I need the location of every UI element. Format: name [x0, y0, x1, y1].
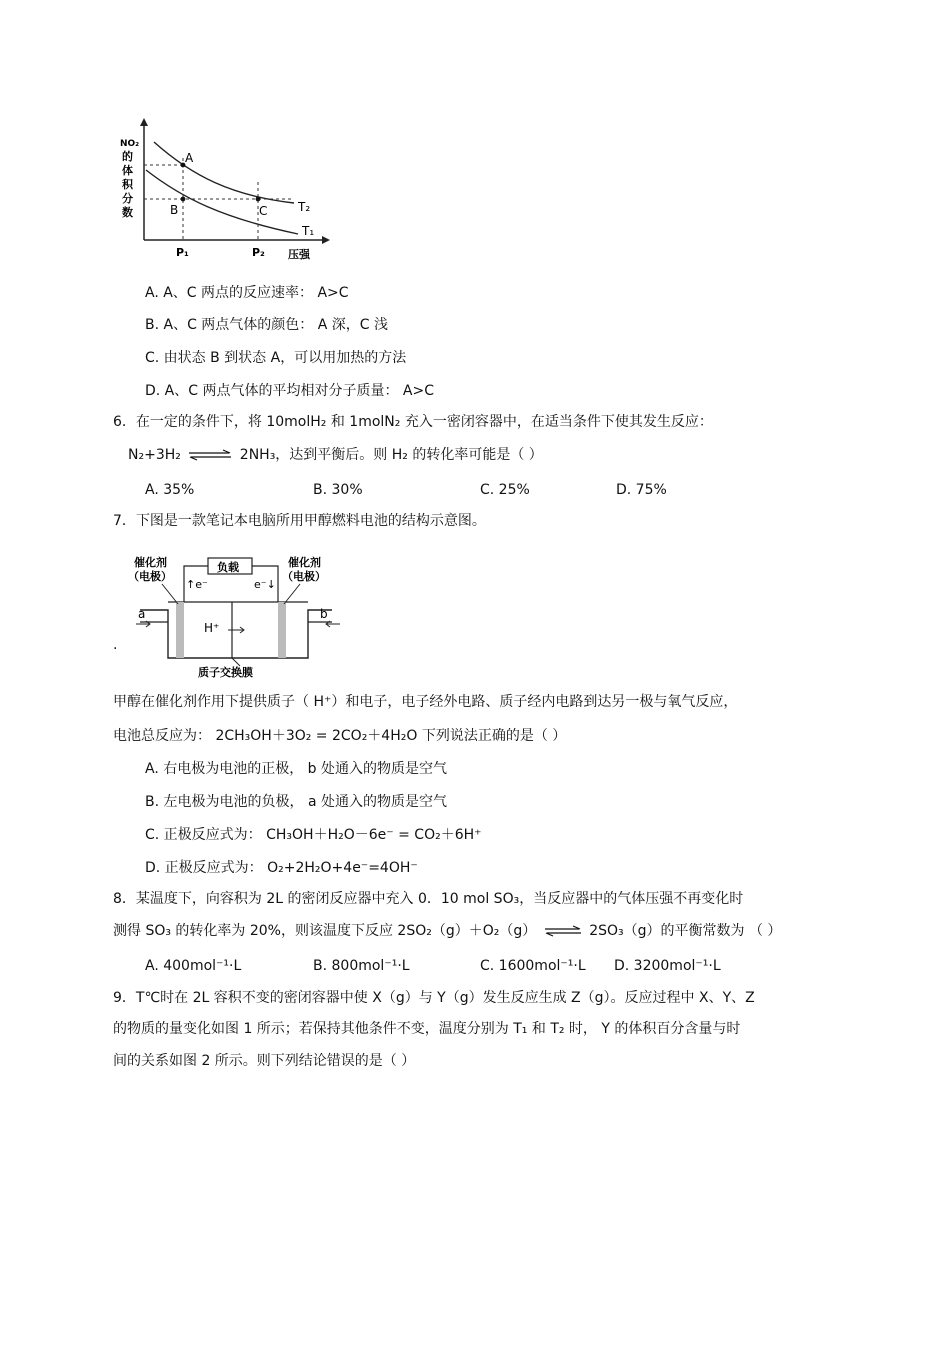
left-electrode: [176, 602, 184, 658]
x-axis-label: 压强: [288, 248, 310, 261]
fuel-cell-diagram: [128, 552, 348, 680]
q9-line-2: 的物质的量变化如图 1 所示；若保持其他条件不变，温度分别为 T₁ 和 T₂ 时， Y 的体积百分含量与时: [113, 1021, 741, 1037]
right-electrode: [278, 602, 286, 658]
p1-label: P₁: [176, 246, 189, 259]
q7-option-a: A. 右电极为电池的正极， b 处通入的物质是空气: [145, 761, 448, 777]
p2-label: P₂: [252, 246, 265, 259]
x-axis-arrow: [322, 236, 330, 244]
y-axis-label-4: 积: [122, 178, 133, 191]
q6-equation-right: 2NH₃，达到平衡后。则 H₂ 的转化率可能是（ ）: [239, 447, 543, 463]
q8-stem-2: [113, 922, 781, 940]
inlet-b-label: b: [320, 607, 328, 621]
q5-option-a: A. A、C 两点的反应速率： A>C: [145, 285, 349, 301]
proton-arrow-icon: [228, 627, 244, 633]
q8-stem-1: 8．某温度下，向容积为 2L 的密闭反应器中充入 0．10 mol SO₃，当反应器中的气体压强不再变化时: [113, 891, 744, 907]
catalyst-right-label: 催化剂: [288, 556, 321, 569]
q6-equation-left: N₂+3H₂: [128, 447, 181, 463]
q7-stem: 7．下图是一款笔记本电脑所用甲醇燃料电池的结构示意图。: [113, 513, 486, 529]
arrow-b-icon: [326, 621, 340, 627]
q8-stem-2-right: 2SO₃（g）的平衡常数为 （ ）: [589, 923, 782, 939]
y-axis-label-5: 分: [122, 192, 133, 205]
q7-option-b: B. 左电极为电池的负极， a 处通入的物质是空气: [145, 794, 447, 810]
right-catalyst-pointer: [284, 584, 300, 604]
y-axis-label-2: 的: [122, 150, 133, 163]
cell-body-outline: [140, 610, 332, 658]
q7-option-c: C. 正极反应式为： CH₃OH＋H₂O－6e⁻ = CO₂＋6H⁺: [145, 827, 482, 843]
q7-text-1: 甲醇在催化剂作用下提供质子（ H⁺）和电子，电子经外电路、质子经内电路到达另一极与氧气反应，: [113, 694, 738, 710]
load-label: 负载: [217, 561, 239, 574]
point-b-dot: [181, 197, 186, 202]
equilibrium-arrow-icon: [543, 925, 583, 937]
membrane-pointer: [232, 658, 240, 666]
y-axis-label-1: NO₂: [120, 139, 140, 149]
point-c-label: C: [259, 204, 268, 218]
membrane-label: 质子交换膜: [198, 666, 253, 679]
q8-stem-2-left: 测得 SO₃ 的转化率为 20%，则该温度下反应 2SO₂（g）＋O₂（g）: [113, 923, 537, 939]
q6-equation: [128, 446, 543, 464]
point-c-dot: [256, 197, 261, 202]
q5-option-d: D. A、C 两点气体的平均相对分子质量： A>C: [145, 383, 435, 399]
electron-left-label: ↑e⁻: [186, 578, 208, 591]
q8-option-c: C. 1600mol⁻¹·L: [480, 958, 586, 974]
q9-line-1: 9．T℃时在 2L 容积不变的密闭容器中使 X（g）与 Y（g）发生反应生成 Z（g）。反应过程中 X、Y、Z: [113, 990, 755, 1006]
q7-option-d: D. 正极反应式为： O₂+2H₂O+4e⁻=4OH⁻: [145, 860, 418, 876]
q6-option-b: B. 30%: [313, 482, 363, 498]
electrode-left-label: （电极）: [128, 570, 172, 583]
equilibrium-arrow-icon: [187, 449, 233, 461]
q8-option-a: A. 400mol⁻¹·L: [145, 958, 242, 974]
point-a-label: A: [185, 151, 194, 165]
left-catalyst-pointer: [162, 584, 178, 604]
q9-line-3: 间的关系如图 2 所示。则下列结论错误的是（ ）: [113, 1053, 416, 1069]
q8-option-d: D. 3200mol⁻¹·L: [614, 958, 721, 974]
curve-t1: [146, 170, 298, 234]
point-b-label: B: [170, 203, 179, 217]
q5-option-b: B. A、C 两点气体的颜色： A 深，C 浅: [145, 317, 389, 333]
electrode-right-label: （电极）: [282, 570, 326, 583]
y-axis-label-3: 体: [122, 164, 133, 177]
q6-option-d: D. 75%: [616, 482, 667, 498]
no2-pressure-graph: [112, 118, 342, 268]
q6-stem: 6．在一定的条件下，将 10molH₂ 和 1molN₂ 充入一密闭容器中，在适当条件下使其发生反应：: [113, 414, 713, 430]
q6-option-a: A. 35%: [145, 482, 195, 498]
q7-text-2: 电池总反应为： 2CH₃OH＋3O₂ = 2CO₂＋4H₂O 下列说法正确的是（ ）: [113, 728, 567, 744]
q5-option-c: C. 由状态 B 到状态 A，可以用加热的方法: [145, 350, 407, 366]
curve-t2: [154, 142, 294, 203]
q8-option-b: B. 800mol⁻¹·L: [313, 958, 410, 974]
inlet-a-label: a: [138, 607, 146, 621]
y-axis-label-6: 数: [122, 206, 133, 219]
catalyst-left-label: 催化剂: [134, 556, 167, 569]
proton-label: H⁺: [204, 621, 220, 635]
q6-option-c: C. 25%: [480, 482, 530, 498]
t1-label: T₁: [302, 224, 315, 238]
q7-dot: .: [113, 637, 118, 653]
electron-right-label: e⁻↓: [254, 578, 276, 591]
y-axis-arrow: [140, 118, 148, 126]
t2-label: T₂: [298, 200, 311, 214]
